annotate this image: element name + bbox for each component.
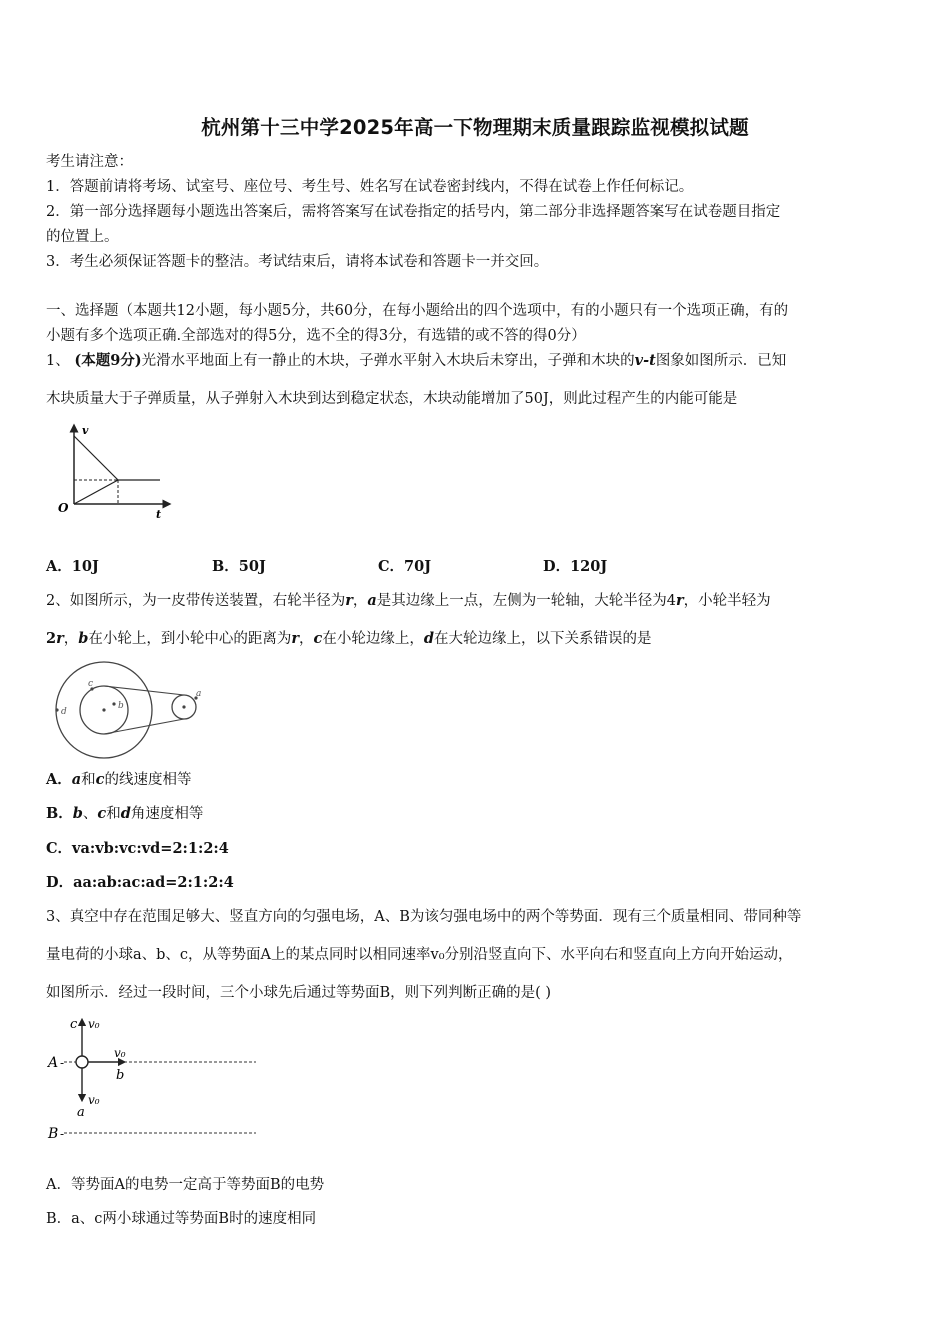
section-heading-line1: 一、选择题（本题共12小题，每小题5分，共60分，在每小题给出的四个选项中，有的小题只有一个选项正确，有的: [46, 303, 789, 319]
q1-text-b: 图象如图所示．已知: [655, 353, 787, 369]
q1-text-a: 光滑水平地面上有一静止的木块，子弹水平射入木块后未穿出，子弹和木块的: [141, 353, 635, 369]
notice-item-2-cont: 的位置上。: [46, 229, 119, 245]
q2-label-c: c: [88, 679, 94, 689]
q3-equipotential-diagram: [44, 1012, 259, 1142]
section-heading-line2: 小题有多个选项正确.全部选对的得5分，选不全的得3分，有选错的或不答的得0分）: [46, 328, 586, 344]
q1-number: 1、: [46, 353, 70, 369]
q2-line1: 2、如图所示，为一皮带传送装置，右轮半径为r，a是其边缘上一点，左侧为一轮轴，大轮半径为4r，小轮半轻为: [46, 592, 771, 609]
q2-option-b[interactable]: B．b、c和d角速度相等: [46, 805, 204, 822]
q2-option-d[interactable]: D．aa:ab:ac:ad=2:1:2:4: [46, 874, 234, 891]
q2-left-center: [102, 708, 105, 711]
q3-start-point: [76, 1056, 88, 1068]
q2-line2: 2r，b在小轮上，到小轮中心的距离为r，c在小轮边缘上，d在大轮边缘上，以下关系错误的是: [46, 630, 652, 647]
q1-label-v: v: [82, 424, 89, 437]
notice-item-2: 2．第一部分选择题每小题选出答案后，需将答案写在试卷指定的括号内，第二部分非选择题答案写在试卷题目指定: [46, 204, 781, 220]
q3-line2: 量电荷的小球a、b、c，从等势面A上的某点同时以相同速率v₀分别沿竖直向下、水平向右和竖直向上方向开始运动，: [46, 947, 793, 963]
q1-line2: 木块质量大于子弹质量，从子弹射入木块到达到稳定状态，木块动能增加了50J，则此过程产生的内能可能是: [46, 391, 738, 407]
q3-label-v0-down: v₀: [88, 1093, 100, 1107]
q3-option-a[interactable]: A．等势面A的电势一定高于等势面B的电势: [46, 1177, 325, 1193]
q3-label-v0-up: v₀: [88, 1017, 100, 1031]
q1-option-c[interactable]: C．70J: [378, 558, 432, 575]
q3-option-b[interactable]: B．a、c两小球通过等势面B时的速度相同: [46, 1211, 317, 1227]
q3-line1: 3、真空中存在范围足够大、竖直方向的匀强电场，A、B为该匀强电场中的两个等势面．现有三个质量相同、带同种等: [46, 909, 802, 925]
q3-label-v0-right: v₀: [114, 1046, 126, 1060]
q2-option-c[interactable]: C．va:vb:vc:vd=2:1:2:4: [46, 840, 229, 857]
q2-belt-diagram: [50, 658, 210, 764]
svg-text:-: -: [60, 1127, 65, 1141]
q3-label-b: b: [116, 1068, 125, 1083]
q3-label-plane-a: A: [48, 1055, 59, 1071]
q3-label-a: a: [77, 1105, 85, 1120]
q2-point-d: [55, 708, 58, 711]
q2-belt-top: [104, 686, 184, 695]
q2-label-a: a: [196, 689, 202, 699]
q1-vt: v-t: [634, 352, 656, 369]
notice-heading: 考生请注意：: [46, 154, 133, 170]
q1-tag: (本题9分): [74, 352, 142, 369]
q2-point-b: [112, 702, 115, 705]
q1-option-d[interactable]: D．120J: [543, 558, 608, 575]
q2-belt-bottom: [104, 719, 184, 734]
q1-option-a[interactable]: A．10J: [46, 558, 99, 575]
notice-item-1: 1．答题前请将考场、试室号、座位号、考生号、姓名写在试卷密封线内，不得在试卷上作任何标记。: [46, 179, 694, 195]
q2-label-b: b: [118, 701, 124, 711]
q2-right-center: [182, 705, 185, 708]
q1-vt-graph: [52, 420, 177, 520]
q1-line1: [46, 351, 910, 371]
q2-option-a[interactable]: A．a和c的线速度相等: [46, 771, 192, 788]
page-title: 杭州第十三中学2025年高一下物理期末质量跟踪监视模拟试题: [201, 116, 749, 139]
q1-option-b[interactable]: B．50J: [212, 558, 266, 575]
notice-item-3: 3．考生必须保证答题卡的整洁。考试结束后，请将本试卷和答题卡一并交回。: [46, 254, 549, 270]
q3-label-plane-b: B: [48, 1126, 59, 1142]
q1-label-t: t: [156, 508, 162, 520]
q1-bullet-line: [74, 436, 118, 480]
svg-text:-: -: [60, 1056, 65, 1070]
q1-label-origin: O: [58, 501, 69, 515]
q1-block-line: [74, 480, 118, 504]
q2-label-d: d: [61, 707, 67, 717]
q3-line3: 如图所示．经过一段时间，三个小球先后通过等势面B，则下列判断正确的是( ): [46, 985, 552, 1001]
q3-label-c: c: [70, 1017, 78, 1032]
